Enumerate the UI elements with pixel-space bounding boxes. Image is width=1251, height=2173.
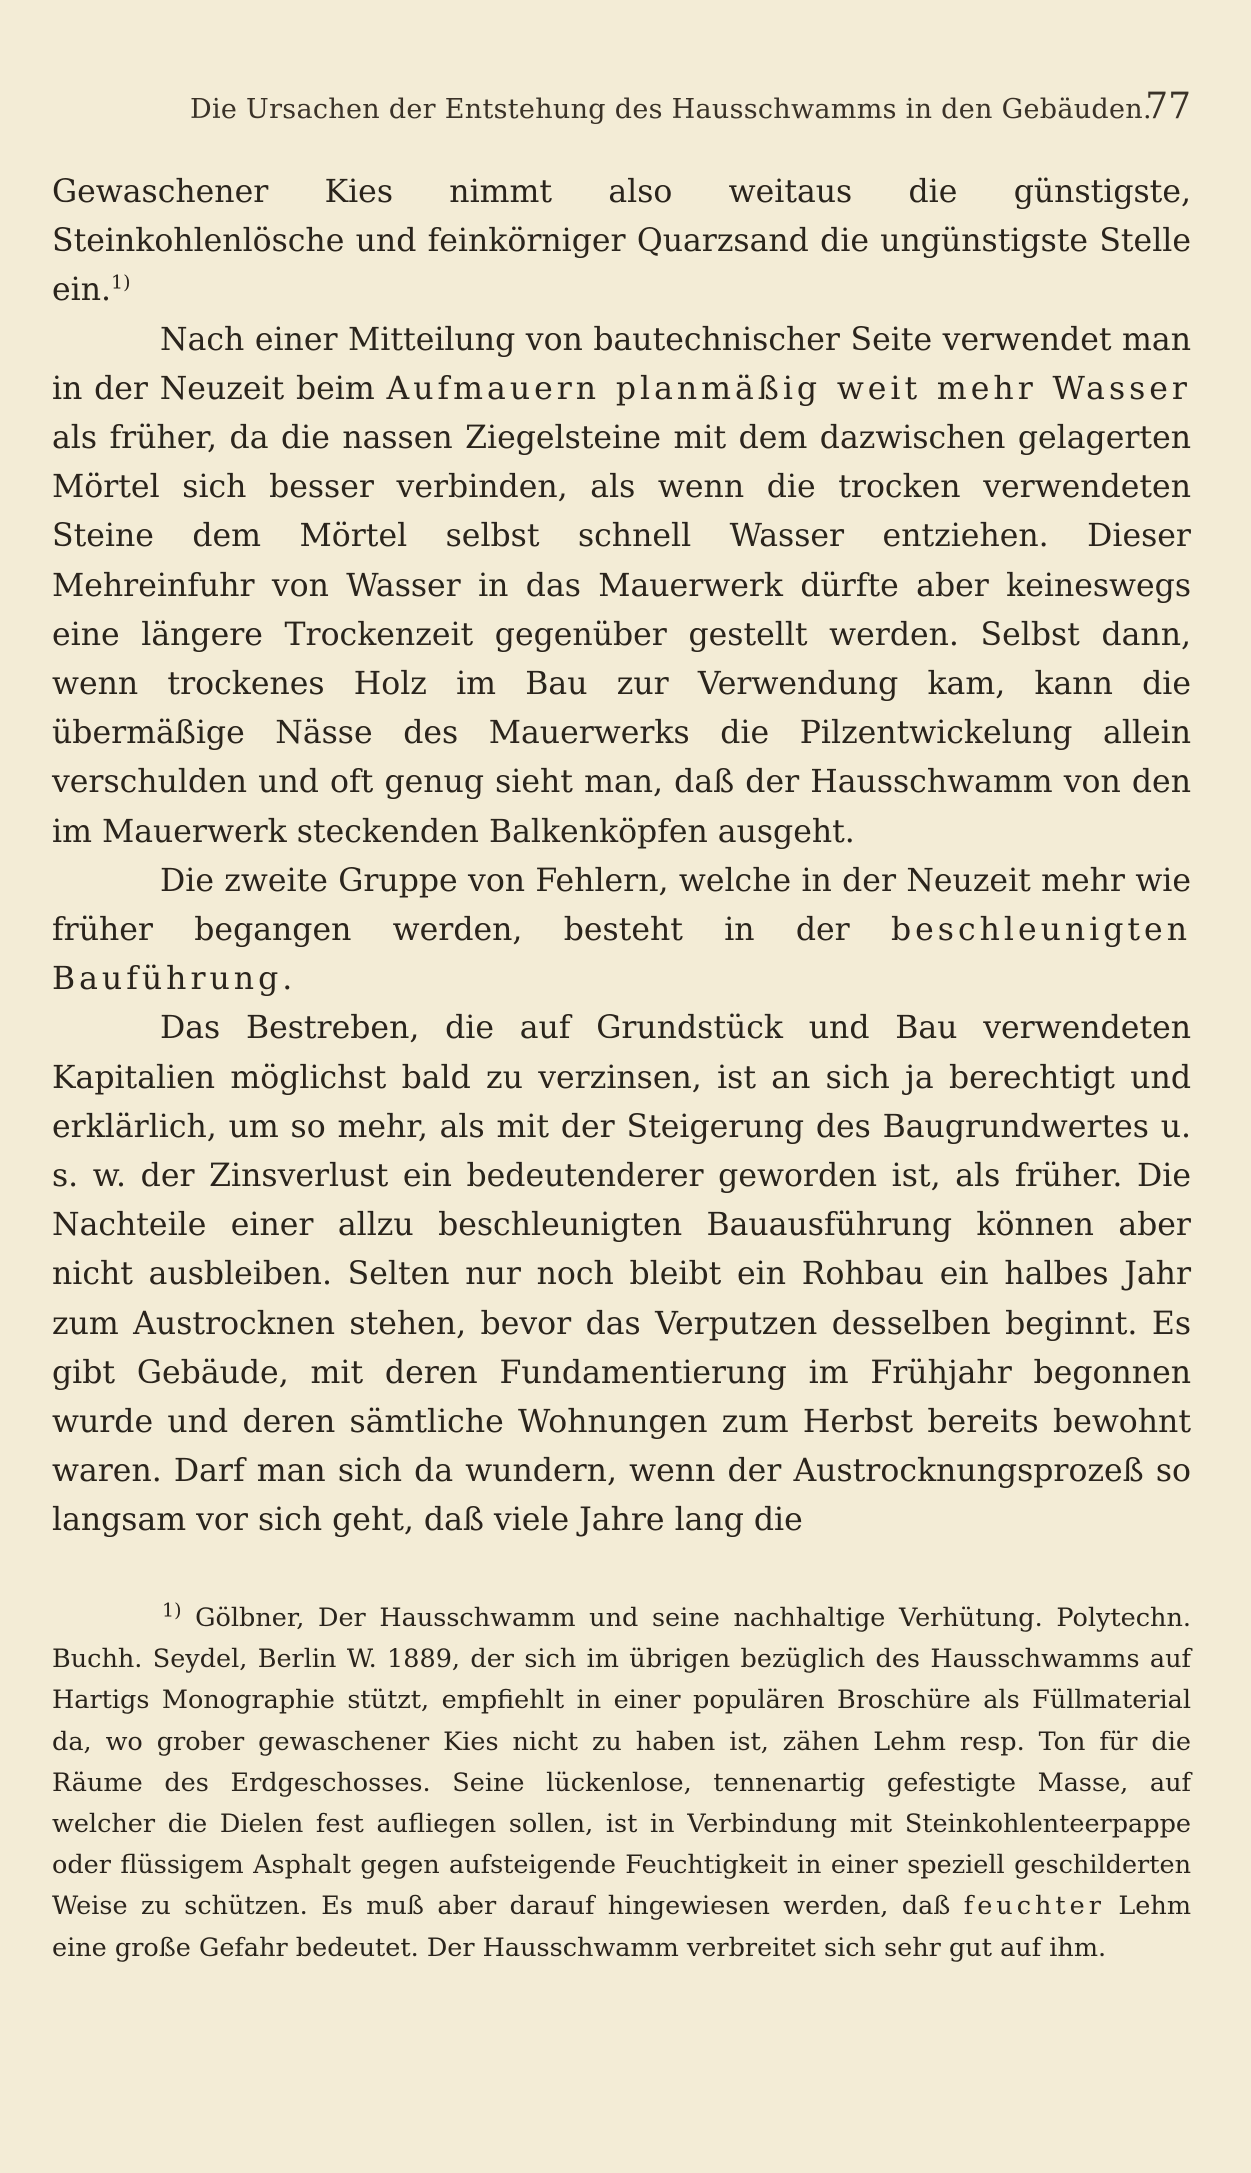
paragraph-3-emphasis: beschleunigten Bauführung bbox=[52, 912, 1191, 998]
paragraph-1 bbox=[52, 168, 1191, 316]
footnote-text-b: Lehm eine große Gefahr bedeutet. Der Hausschwamm verbreitet sich sehr gut auf ihm. bbox=[52, 1891, 1192, 1963]
paragraph-2-text-c: als früher, da die nassen Ziegelsteine mit dem dazwischen gelagerten Mörtel sich besser verbinden, als wenn die trocken verwendeten Steine dem Mörtel selbst schnell Wasser entziehen. Dieser Mehreinfuhr von Wasser in das Mauerwerk dürfte aber keineswegs eine längere Trockenzeit gegenüber gestellt werden. Selbst dann, wenn trockenes Holz im Bau zur Verwendung kam, kann die übermäßige Nässe des Mauerwerks die Pilzentwickelung allein verschulden und oft genug sieht man, daß der Hausschwamm von den im Mauerwerk steckenden Balkenköpfen ausgeht. bbox=[52, 420, 1191, 850]
paragraph-4 bbox=[52, 1004, 1191, 1545]
paragraph-2-emphasis: Aufmauern planmäßig weit mehr Wasser bbox=[386, 370, 1191, 407]
footnote-text-a: Gölbner, Der Hausschwamm und seine nachhaltige Verhütung. Polytechn. Buchh. Seydel, Berlin W. 1889, der sich im übrigen bezüglich des Hausschwamms auf Hartigs Monographie stützt, empfiehlt in einer populären Broschüre als Füllmaterial da, wo grober gewaschener Kies nicht zu haben ist, zähen Lehm resp. Ton für die Räume des Erdgeschosses. Seine lückenlose, tennenartig gefestigte Masse, auf welcher die Dielen fest aufliegen sollen, ist in Verbindung mit Steinkohlenteerpappe oder flüssigem Asphalt gegen aufsteigende Feuchtigkeit in einer speziell geschilderten Weise zu schützen. Es muß aber darauf hingewiesen werden, daß bbox=[52, 1603, 1191, 1922]
paragraph-1-text: Gewaschener Kies nimmt also weitaus die günstigste, Steinkohlenlösche und feinkörniger Quarzsand die ungünstigste Stelle ein. bbox=[52, 174, 1191, 309]
paragraph-4-text: Das Bestreben, die auf Grundstück und Bau verwendeten Kapitalien möglichst bald zu verzinsen, ist an sich ja berechtigt und erklärlich, um so mehr, als mit der Steigerung des Baugrundwertes u. s. w. der Zinsverlust ein bedeutenderer geworden ist, als früher. Die Nachteile einer allzu beschleunigten Bauausführung können aber nicht ausbleiben. Selten nur noch bleibt ein Rohbau ein halbes Jahr zum Austrocknen stehen, bevor das Verputzen desselben beginnt. Es gibt Gebäude, mit deren Fundamentierung im Frühjahr begonnen wurde und deren sämtliche Wohnungen zum Herbst bereits bewohnt waren. Darf man sich da wundern, wenn der Austrocknungsprozeß so langsam vor sich geht, daß viele Jahre lang die bbox=[52, 1010, 1191, 1539]
running-head bbox=[190, 86, 1191, 136]
footnote-1 bbox=[52, 1598, 1191, 1969]
footnote-emphasis: feuchter bbox=[963, 1891, 1105, 1922]
paragraph-3 bbox=[52, 857, 1191, 1005]
paragraph-3-text-c: . bbox=[282, 961, 293, 998]
body-text bbox=[52, 168, 1191, 1546]
paragraph-2-text-a: Nach einer Mitteilung von bautechnischer Seite verwendet man in der Neuzeit beim bbox=[52, 321, 1191, 407]
paragraph-2 bbox=[52, 316, 1191, 857]
running-title: Die Ursachen der Entstehung des Hausschwamms in den Gebäuden. bbox=[190, 94, 1152, 125]
paragraph-3-text-a: Die zweite Gruppe von Fehlern, welche in der Neuzeit mehr wie früher begangen werden, besteht in der bbox=[52, 862, 1191, 949]
footnote-marker: 1) bbox=[162, 1599, 182, 1622]
footnote bbox=[52, 1598, 1191, 1969]
footnote-reference[interactable]: 1) bbox=[111, 271, 131, 294]
page-number: 77 bbox=[1145, 86, 1191, 127]
